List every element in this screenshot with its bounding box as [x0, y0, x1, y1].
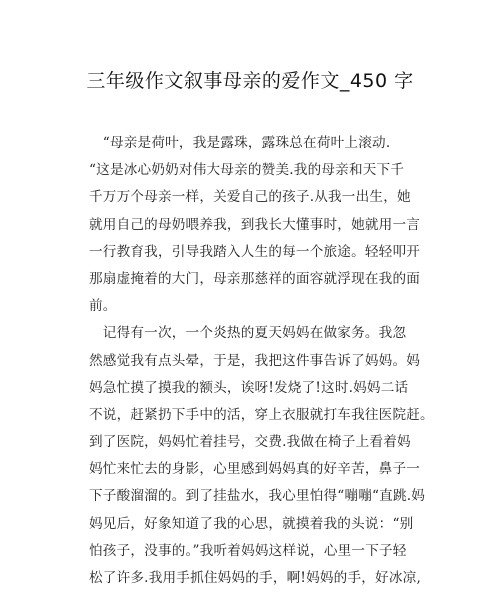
text-line: 记得有一次，一个炎热的夏天妈妈在做家务。我忽 [89, 325, 407, 342]
text-line: 妈急忙摸了摸我的额头，诶呀!发烧了!这时.妈妈二话 [89, 379, 409, 396]
text-line: 一行教育我，引导我踏入人生的每一个旅途。轻轻叩开 [89, 243, 421, 260]
document-title: 三年级作文叙事母亲的爱作文_450 字 [86, 70, 414, 92]
text-line: 妈忙来忙去的身影，心里感到妈妈真的好辛苦，鼻子一 [89, 461, 421, 478]
text-line: 下子酸溜溜的。到了挂盐水，我心里怕得“嘣嘣“直跳.妈 [89, 488, 426, 505]
text-line: 就用自己的母奶喂养我，到我长大懂事时，她就用一言 [89, 216, 421, 233]
text-line: 到了医院，妈妈忙着挂号，交费.我做在椅子上看着妈 [89, 434, 411, 451]
essay-body [89, 130, 437, 592]
text-line: 不说，赶紧扔下手中的活，穿上衣服就打车我往医院赶。 [89, 406, 434, 423]
text-line: 那扇虚掩着的大门，母亲那慈祥的面容就浮现在我的面 [89, 270, 421, 287]
text-line: 怕孩子，没事的。”我听着妈妈这样说，心里一下子轻 [89, 542, 407, 559]
text-line: 妈见后，好象知道了我的心思，就摸着我的头说：“别 [89, 515, 414, 532]
text-line: “这是冰心奶奶对伟大母亲的赞美.我的母亲和天下千 [89, 162, 405, 179]
text-line: “母亲是荷叶，我是露珠，露珠总在荷叶上滚动. [89, 135, 391, 151]
text-line: 松了许多.我用手抓住妈妈的手，啊!妈妈的手，好冰凉, [89, 570, 421, 586]
text-line: 千万万个母亲一样，关爱自己的孩子.从我一出生，她 [89, 189, 411, 206]
text-line: 前。 [89, 298, 117, 315]
text-line: 然感觉我有点头晕，于是，我把这件事告诉了妈妈。妈 [89, 352, 421, 369]
